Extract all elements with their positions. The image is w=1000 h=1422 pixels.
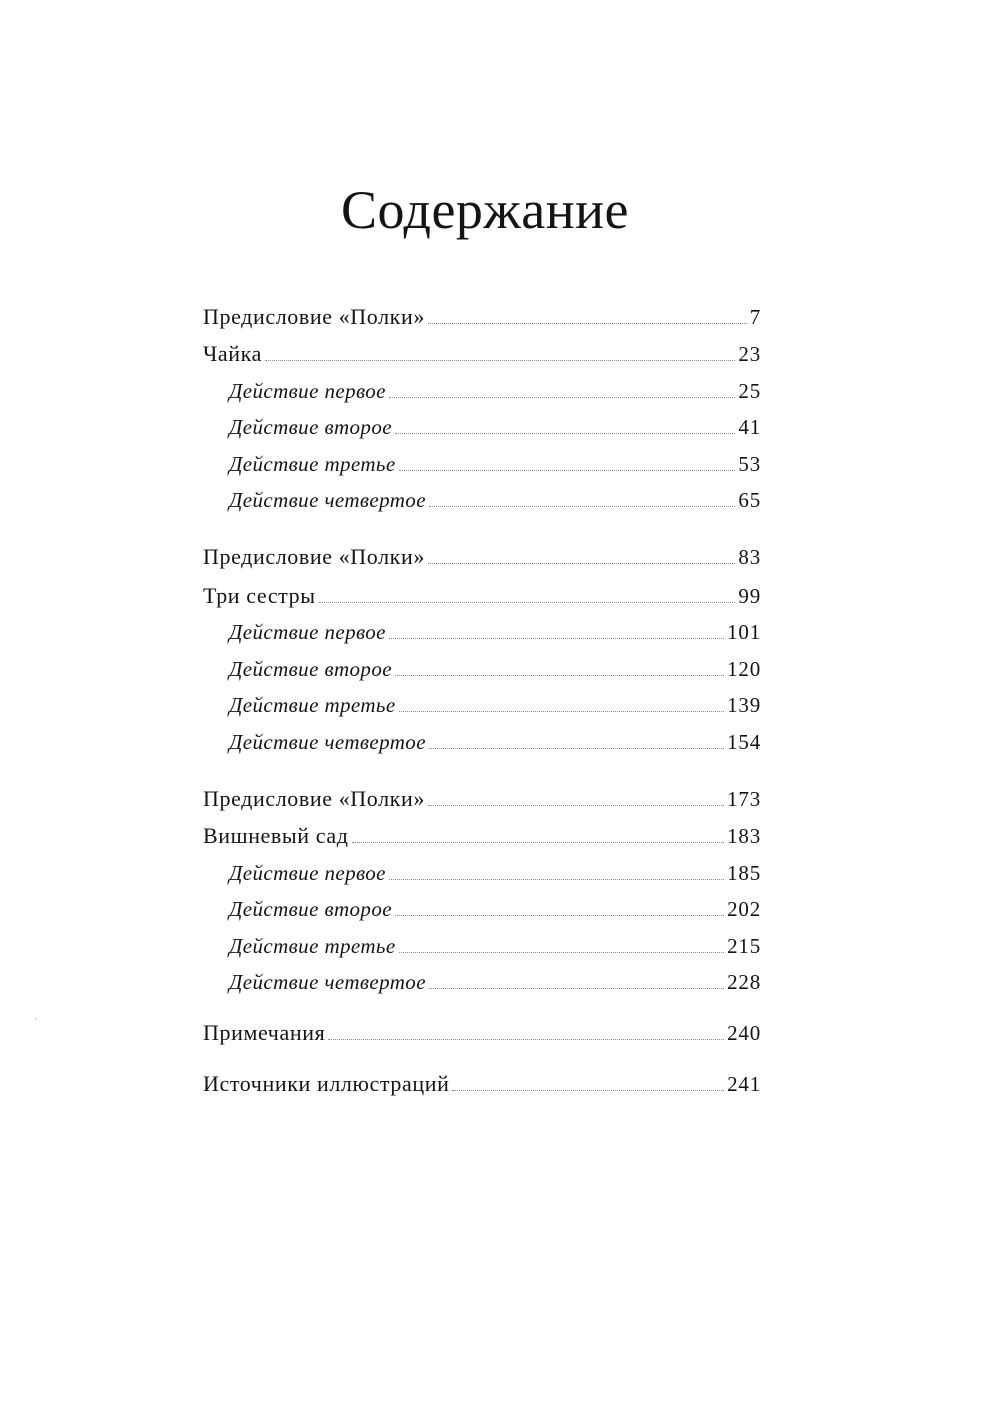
toc-entry-three-sisters-act-4[interactable]: [229, 727, 761, 757]
toc-entry-page-number: 83: [738, 545, 761, 569]
toc-entry-page-number: 173: [727, 787, 761, 811]
toc-entry-page-number: 7: [749, 305, 761, 329]
toc-entry-three-sisters-act-1[interactable]: [229, 617, 761, 647]
toc-entry-cherry-orchard-act-2[interactable]: [229, 894, 761, 924]
toc-entry-cherry-orchard[interactable]: [203, 821, 761, 851]
toc-entry-title: Предисловие «Полки»: [203, 786, 425, 811]
toc-entry-title: Действие второе: [229, 415, 392, 439]
dot-leader: [389, 878, 724, 880]
toc-entry-title: Действие четвертое: [229, 488, 426, 512]
toc-entry-title: Три сестры: [203, 583, 316, 608]
toc-entry-page-number: 241: [727, 1072, 761, 1096]
toc-entry-cherry-orchard-act-4[interactable]: [229, 967, 761, 997]
toc-entry-foreword-three-sisters[interactable]: [203, 542, 761, 572]
toc-entry-page-number: 228: [727, 970, 761, 994]
toc-entry-page-number: 202: [727, 897, 761, 921]
toc-entry-title: Действие первое: [229, 379, 386, 403]
dot-leader: [428, 562, 735, 564]
toc-entry-page-number: 139: [727, 693, 761, 717]
toc-entry-page-number: 240: [727, 1021, 761, 1045]
toc-entry-illustration-sources[interactable]: [203, 1069, 761, 1099]
toc-entry-page-number: 23: [738, 342, 761, 366]
toc-entry-page-number: 25: [738, 379, 761, 403]
dot-leader: [352, 841, 725, 843]
toc-entry-page-number: 185: [727, 861, 761, 885]
dot-leader: [429, 505, 735, 507]
toc-entry-page-number: 120: [727, 657, 761, 681]
toc-entry-title: Предисловие «Полки»: [203, 304, 425, 329]
toc-entry-page-number: 215: [727, 934, 761, 958]
dot-leader: [319, 601, 736, 603]
toc-entry-three-sisters-act-2[interactable]: [229, 654, 761, 684]
toc-entry-notes[interactable]: [203, 1018, 761, 1048]
toc-entry-title: Действие третье: [229, 693, 396, 717]
dot-leader: [428, 322, 747, 324]
toc-entry-page-number: 101: [727, 620, 761, 644]
dot-leader: [429, 747, 724, 749]
toc-entry-title: Предисловие «Полки»: [203, 544, 425, 569]
toc-entry-title: Действие четвертое: [229, 970, 426, 994]
dot-leader: [265, 359, 735, 361]
toc-entry-seagull-act-2[interactable]: [229, 412, 761, 442]
toc-entry-seagull-act-1[interactable]: [229, 376, 761, 406]
toc-entry-cherry-orchard-act-1[interactable]: [229, 858, 761, 888]
dot-leader: [395, 674, 724, 676]
dot-leader: [399, 469, 736, 471]
toc-entry-cherry-orchard-act-3[interactable]: [229, 931, 761, 961]
toc-entry-title: Действие второе: [229, 657, 392, 681]
toc-entry-foreword-seagull[interactable]: [203, 302, 761, 332]
toc-entry-seagull[interactable]: [203, 339, 761, 369]
dot-leader: [452, 1089, 724, 1091]
toc-entry-title: Действие первое: [229, 861, 386, 885]
toc-entry-title: Действие первое: [229, 620, 386, 644]
toc-entry-title: Действие четвертое: [229, 730, 426, 754]
toc-entry-page-number: 65: [738, 488, 761, 512]
page-title: Содержание: [341, 180, 629, 240]
toc-entry-page-number: 53: [738, 452, 761, 476]
toc-entry-title: Чайка: [203, 341, 262, 366]
scan-speck: [35, 1018, 36, 1020]
dot-leader: [429, 987, 724, 989]
toc-entry-title: Вишневый сад: [203, 823, 349, 848]
toc-entry-seagull-act-4[interactable]: [229, 485, 761, 515]
toc-entry-title: Источники иллюстраций: [203, 1071, 450, 1096]
toc-entry-page-number: 154: [727, 730, 761, 754]
toc-entry-three-sisters-act-3[interactable]: [229, 690, 761, 720]
dot-leader: [395, 914, 724, 916]
toc-entry-title: Действие третье: [229, 934, 396, 958]
toc-entry-page-number: 99: [738, 584, 761, 608]
dot-leader: [328, 1038, 724, 1040]
dot-leader: [389, 396, 736, 398]
toc-entry-title: Действие третье: [229, 452, 396, 476]
toc-entry-title: Действие второе: [229, 897, 392, 921]
toc-entry-three-sisters[interactable]: [203, 581, 761, 611]
dot-leader: [428, 804, 724, 806]
dot-leader: [399, 951, 724, 953]
dot-leader: [389, 637, 724, 639]
dot-leader: [399, 710, 724, 712]
toc-entry-foreword-cherry-orchard[interactable]: [203, 784, 761, 814]
toc-entry-page-number: 183: [727, 824, 761, 848]
dot-leader: [395, 432, 735, 434]
toc-entry-title: Примечания: [203, 1020, 326, 1045]
toc-entry-page-number: 41: [738, 415, 761, 439]
toc-entry-seagull-act-3[interactable]: [229, 449, 761, 479]
